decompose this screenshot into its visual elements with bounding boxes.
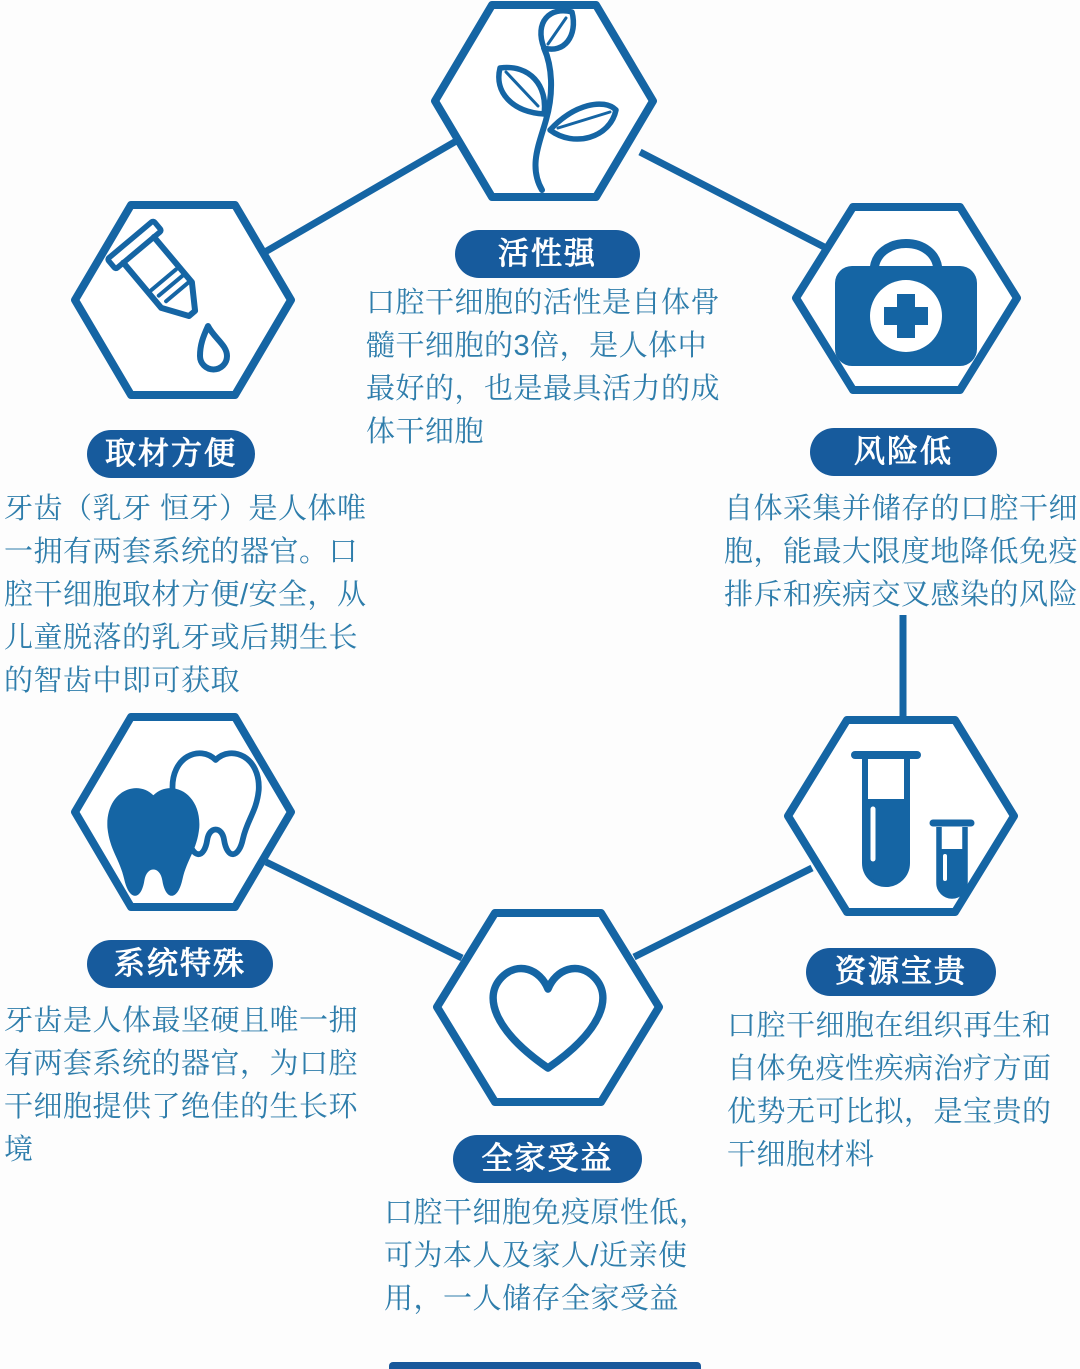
easy-sourcing-description: 牙齿（乳牙 恒牙）是人体唯一拥有两套系统的器官。口腔干细胞取材方便/安全，从儿童脱落的乳牙或后期生长的智齿中即可获取 (4, 493, 367, 697)
family-benefit-description: 口腔干细胞免疫原性低，可为本人及家人/近亲使用，一人储存全家受益 (384, 1197, 709, 1315)
vitality-description: 口腔干细胞的活性是自体骨髓干细胞的3倍，是人体中最好的，也是最具活力的成体干细胞 (366, 287, 721, 448)
easy-sourcing-label: 取材方便 (87, 430, 255, 478)
precious-resource-label: 资源宝贵 (806, 948, 996, 996)
family-benefit-hexagon (432, 908, 664, 1107)
cropped-footer-bar (389, 1362, 701, 1369)
family-benefit-label: 全家受益 (453, 1135, 642, 1183)
special-system-hexagon (70, 712, 296, 912)
vitality-hexagon (430, 0, 658, 202)
vitality-label: 活性强 (455, 230, 640, 278)
special-system-description: 牙齿是人体最坚硬且唯一拥有两套系统的器官，为口腔干细胞提供了绝佳的生长环境 (4, 1005, 359, 1166)
easy-sourcing-hexagon (70, 200, 296, 400)
special-system-label: 系统特殊 (87, 940, 273, 988)
low-risk-label: 风险低 (810, 428, 997, 476)
low-risk-description: 自体采集并储存的口腔干细胞，能最大限度地降低免疫排斥和疾病交叉感染的风险 (724, 493, 1079, 611)
precious-resource-hexagon (783, 715, 1019, 917)
precious-resource-description: 口腔干细胞在组织再生和自体免疫性疾病治疗方面优势无可比拟，是宝贵的干细胞材料 (727, 1010, 1052, 1171)
low-risk-hexagon (791, 202, 1022, 395)
